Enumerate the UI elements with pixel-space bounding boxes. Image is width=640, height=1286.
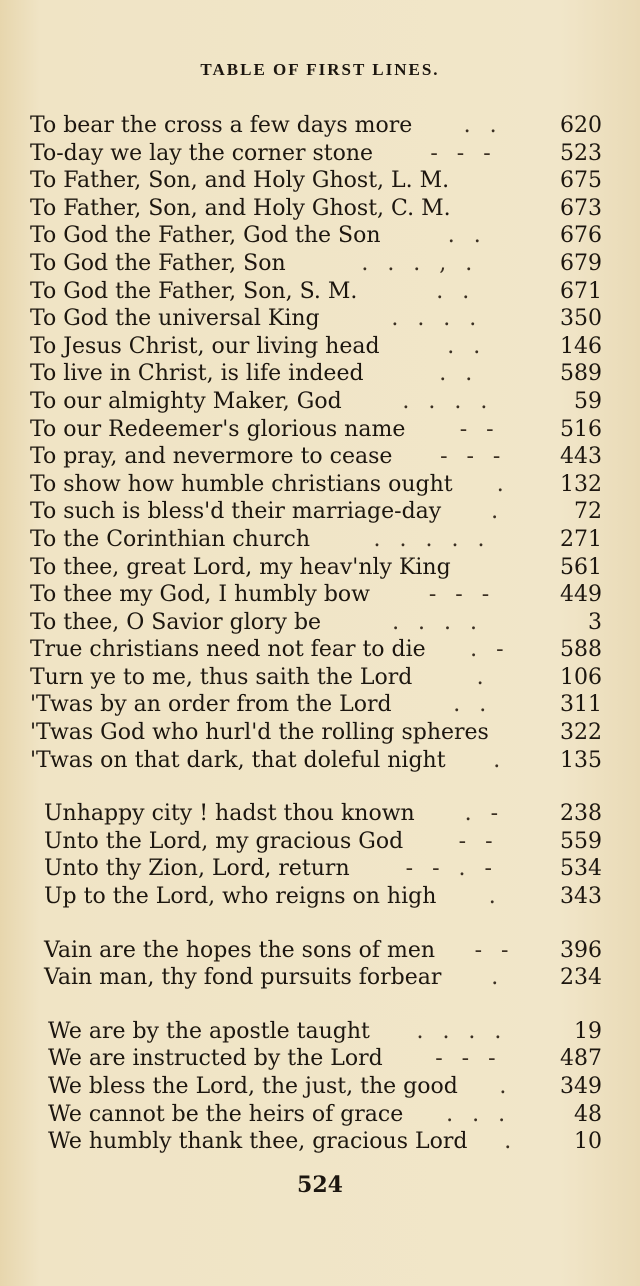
dot-leader: - - - <box>435 1046 502 1072</box>
index-group <box>30 937 602 992</box>
index-entry <box>30 636 602 664</box>
index-entry <box>44 937 602 965</box>
dot-leader: . . <box>453 692 493 718</box>
dot-leader: - - <box>474 937 515 963</box>
index-entry <box>30 167 602 195</box>
hymn-number: 132 <box>560 471 602 497</box>
first-line-text: To God the universal King <box>30 306 320 332</box>
first-line-text: To God the Father, God the Son <box>30 223 381 249</box>
index-entry <box>30 333 602 361</box>
hymn-number: 311 <box>560 692 602 718</box>
dot-leader: . <box>476 664 490 690</box>
first-line-text: To bear the cross a few days more <box>30 113 413 138</box>
index-entry <box>30 581 602 609</box>
index-entry <box>30 719 602 747</box>
index-entry <box>30 526 602 554</box>
hymn-number: 676 <box>560 223 602 249</box>
first-line-text: Vain man, thy fond pursuits forbear <box>44 965 442 991</box>
hymn-number: 135 <box>560 747 602 773</box>
page-header: TABLE OF FIRST LINES. <box>200 60 440 79</box>
page-number: 524 <box>297 1172 343 1198</box>
hymn-number: 322 <box>560 720 602 746</box>
hymn-number: 238 <box>560 801 602 827</box>
first-line-text: We are by the apostle taught <box>48 1018 370 1044</box>
first-line-text: To our Redeemer's glorious name <box>30 416 406 442</box>
index-entry <box>30 305 602 333</box>
first-line-text: To such is bless'd their marriage-day <box>30 499 442 525</box>
first-lines-index <box>30 112 602 1182</box>
hymn-number: 523 <box>560 140 602 166</box>
index-entry <box>44 883 602 911</box>
dot-leader: . . . . <box>392 609 484 635</box>
index-entry <box>30 443 602 471</box>
index-entry <box>30 498 602 526</box>
index-entry <box>30 388 602 416</box>
first-line-text: We cannot be the heirs of grace <box>48 1101 404 1127</box>
index-entry <box>30 250 602 278</box>
hymn-number: 19 <box>574 1018 602 1044</box>
hymn-number: 146 <box>560 333 602 359</box>
index-group <box>30 1018 602 1156</box>
index-entry <box>48 1073 602 1101</box>
dot-leader: - - - <box>430 140 497 166</box>
hymn-number: 673 <box>560 195 602 221</box>
hymn-number: 10 <box>574 1129 602 1155</box>
first-line-text: 'Twas on that dark, that doleful night <box>30 747 446 773</box>
dot-leader: - - <box>459 416 500 442</box>
index-entry <box>44 855 602 883</box>
hymn-number: 679 <box>560 250 602 276</box>
first-line-text: Vain are the hopes the sons of men <box>44 937 436 963</box>
hymn-number: 350 <box>560 306 602 332</box>
hymn-number: 48 <box>574 1101 602 1127</box>
first-line-text: 'Twas by an order from the Lord <box>30 692 392 718</box>
first-line-text: To the Corinthian church <box>30 526 311 552</box>
first-line-text: To thee, great Lord, my heav'nly King <box>30 554 451 580</box>
hymn-number: 534 <box>560 856 602 882</box>
index-entry <box>30 471 602 499</box>
dot-leader: . <box>496 471 510 497</box>
dot-leader: . . . . . <box>373 526 491 552</box>
index-entry <box>30 140 602 168</box>
index-entry <box>30 664 602 692</box>
dot-leader: - - - <box>440 444 507 470</box>
hymn-number: 349 <box>560 1074 602 1099</box>
dot-leader: . . <box>463 113 503 138</box>
index-entry <box>48 1101 602 1129</box>
hymn-number: 516 <box>560 416 602 442</box>
dot-leader: . . . <box>446 1101 512 1127</box>
first-line-text: To show how humble christians ought <box>30 471 453 497</box>
dot-leader: . <box>493 747 507 773</box>
index-entry <box>30 416 602 444</box>
first-line-text: Unto thy Zion, Lord, return <box>44 856 350 882</box>
hymn-number: 72 <box>574 499 602 525</box>
dot-leader: . <box>499 1074 513 1099</box>
first-line-text: To Jesus Christ, our living head <box>30 333 380 359</box>
first-line-text: To-day we lay the corner stone <box>30 140 374 166</box>
first-line-text: We are instructed by the Lord <box>48 1046 383 1072</box>
hymn-number: 588 <box>560 637 602 663</box>
hymn-number: 671 <box>560 278 602 304</box>
first-line-text: Unhappy city ! hadst thou known <box>44 801 415 827</box>
first-line-text: To Father, Son, and Holy Ghost, C. M. <box>30 195 451 221</box>
first-line-text: 'Twas God who hurl'd the rolling spheres <box>30 720 489 746</box>
hymn-number: 59 <box>574 388 602 414</box>
hymn-number: 620 <box>560 113 602 138</box>
index-entry <box>30 691 602 719</box>
index-entry <box>30 195 602 223</box>
first-line-text: To our almighty Maker, God <box>30 388 342 414</box>
dot-leader: . . <box>447 333 487 359</box>
dot-leader: . . . . <box>391 306 483 332</box>
first-line-text: To thee my God, I humbly bow <box>30 582 371 608</box>
hymn-number: 234 <box>560 965 602 991</box>
hymn-number: 589 <box>560 361 602 387</box>
index-entry <box>48 1045 602 1073</box>
hymn-number: 559 <box>560 828 602 854</box>
first-line-text: Unto the Lord, my gracious God <box>44 828 404 854</box>
index-entry <box>44 800 602 828</box>
first-line-text: True christians need not fear to die <box>30 637 426 663</box>
index-entry <box>48 1128 602 1156</box>
first-line-text: To pray, and nevermore to cease <box>30 444 393 470</box>
hymn-number: 487 <box>560 1046 602 1072</box>
dot-leader: . <box>488 884 502 910</box>
dot-leader: - - <box>458 828 499 854</box>
index-group <box>30 112 602 774</box>
first-line-text: To thee, O Savior glory be <box>30 609 322 635</box>
hymn-number: 396 <box>560 937 602 963</box>
dot-leader: . . <box>436 278 476 304</box>
dot-leader: - - . - <box>405 856 498 882</box>
hymn-number: 561 <box>560 554 602 580</box>
index-entry <box>30 222 602 250</box>
index-group <box>30 800 602 910</box>
index-entry <box>30 360 602 388</box>
dot-leader: . - <box>470 637 510 663</box>
dot-leader: . . <box>439 361 479 387</box>
first-line-text: To God the Father, Son <box>30 250 286 276</box>
first-line-text: We humbly thank thee, gracious Lord <box>48 1129 468 1155</box>
first-line-text: To live in Christ, is life indeed <box>30 361 364 387</box>
hymn-number: 675 <box>560 168 602 194</box>
dot-leader: . . . . <box>416 1018 508 1044</box>
first-line-text: Turn ye to me, thus saith the Lord <box>30 664 413 690</box>
index-entry <box>30 609 602 637</box>
hymn-number: 343 <box>560 884 602 910</box>
first-line-text: To Father, Son, and Holy Ghost, L. M. <box>30 168 450 194</box>
dot-leader: . - <box>464 801 505 827</box>
dot-leader: . . . , . <box>361 250 479 276</box>
first-line-text: We bless the Lord, the just, the good <box>48 1074 458 1099</box>
dot-leader: . . <box>447 223 487 249</box>
dot-leader: . <box>491 499 505 525</box>
hymn-number: 271 <box>560 526 602 552</box>
dot-leader: . <box>491 965 505 991</box>
hymn-number: 3 <box>588 609 602 635</box>
hymn-number: 106 <box>560 664 602 690</box>
index-entry <box>44 964 602 992</box>
index-entry <box>48 1018 602 1046</box>
index-entry <box>30 747 602 775</box>
index-entry <box>30 112 602 140</box>
index-entry <box>30 554 602 582</box>
first-line-text: To God the Father, Son, S. M. <box>30 278 358 304</box>
index-entry <box>30 278 602 306</box>
dot-leader: . . . . <box>402 388 494 414</box>
hymn-number: 449 <box>560 582 602 608</box>
dot-leader: - - - <box>428 582 496 608</box>
hymn-number: 443 <box>560 444 602 470</box>
dot-leader: . <box>504 1129 518 1155</box>
first-line-text: Up to the Lord, who reigns on high <box>44 884 437 910</box>
index-entry <box>44 828 602 856</box>
